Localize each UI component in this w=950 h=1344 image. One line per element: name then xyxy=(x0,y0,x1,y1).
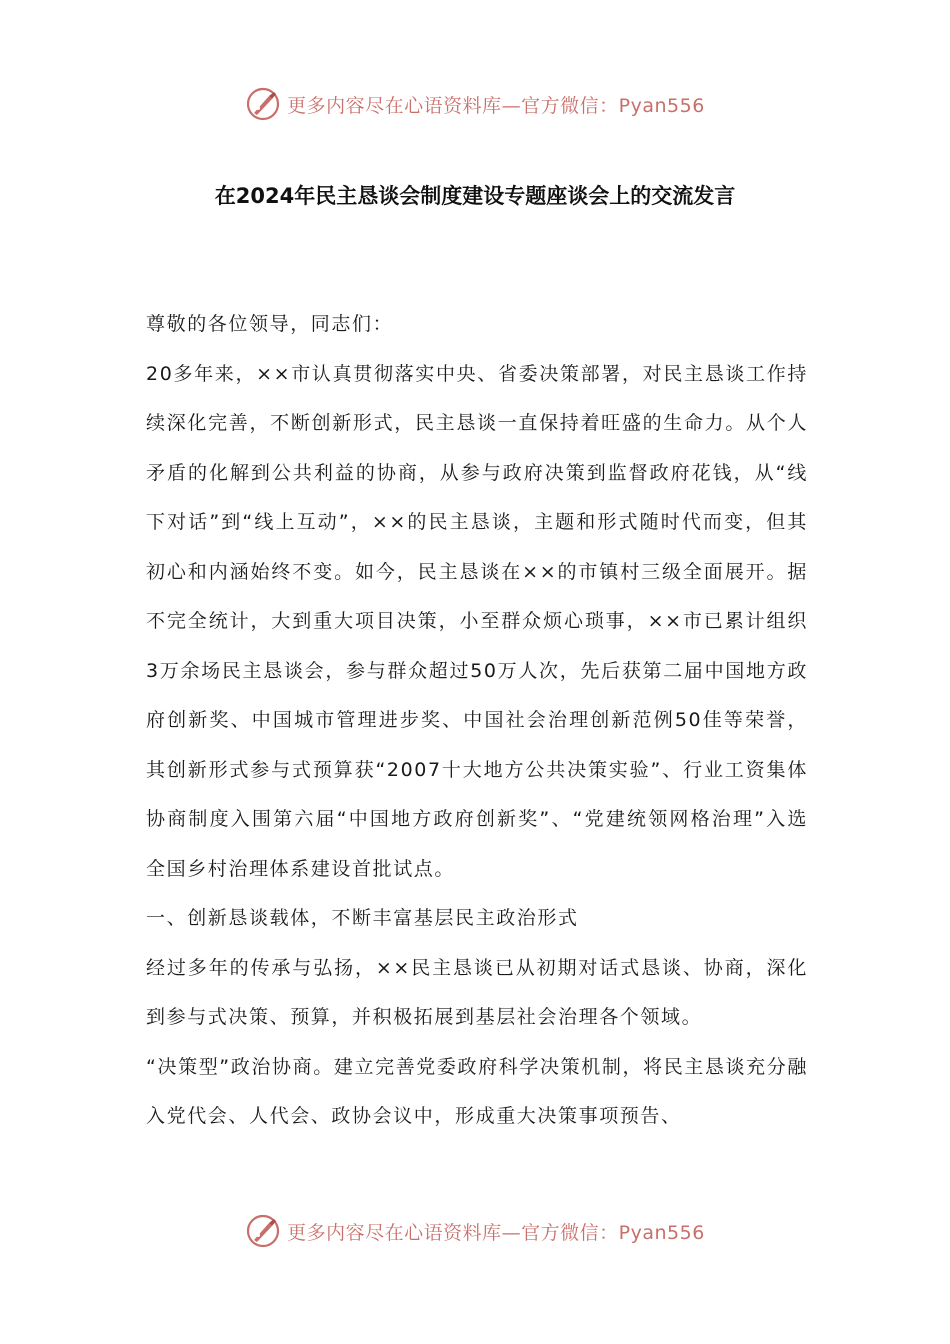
watermark-text: 更多内容尽在心语资料库—官方微信：Pyan556 xyxy=(287,1221,705,1244)
watermark-footer xyxy=(0,1211,950,1251)
body-paragraph: 经过多年的传承与弘扬，××民主恳谈已从初期对话式恳谈、协商，深化到参与式决策、预算，并积极拓展到基层社会治理各个领域。 xyxy=(146,956,808,1028)
watermark-text: 更多内容尽在心语资料库—官方微信：Pyan556 xyxy=(287,94,705,117)
watermark-header xyxy=(0,84,950,124)
pen-nib-logo-icon xyxy=(245,86,281,122)
body-paragraph: “决策型”政治协商。建立完善党委政府科学决策机制，将民主恳谈充分融入党代会、人代会、政协会议中，形成重大决策事项预告、 xyxy=(146,1055,808,1127)
salutation: 尊敬的各位领导，同志们： xyxy=(146,313,394,335)
document-body xyxy=(146,300,808,1142)
body-paragraph: 20多年来，××市认真贯彻落实中央、省委决策部署，对民主恳谈工作持续深化完善，不断创新形式，民主恳谈一直保持着旺盛的生命力。从个人矛盾的化解到公共利益的协商，从参与政府决策到监督政府花钱，从“线下对话”到“线上互动”，××的民主恳谈，主题和形式随时代而变，但其初心和内涵始终不变。如今，民主恳谈在××的市镇村三级全面展开。据不完全统计，大到重大项目决策，小至群众烦心琐事，××市已累计组织3万余场民主恳谈会，参与群众超过50万人次，先后获第二届中国地方政府创新奖、中国城市管理进步奖、中国社会治理创新范例50佳等荣誉，其创新形式参与式预算获“2007十大地方公共决策实验”、行业工资集体协商制度入围第六届“中国地方政府创新奖”、“党建统领网格治理”入选全国乡村治理体系建设首批试点。 xyxy=(146,362,808,880)
document-title: 在2024年民主恳谈会制度建设专题座谈会上的交流发言 xyxy=(214,184,736,208)
pen-nib-logo-icon xyxy=(245,1213,281,1249)
section-heading: 一、创新恳谈载体，不断丰富基层民主政治形式 xyxy=(146,907,579,929)
